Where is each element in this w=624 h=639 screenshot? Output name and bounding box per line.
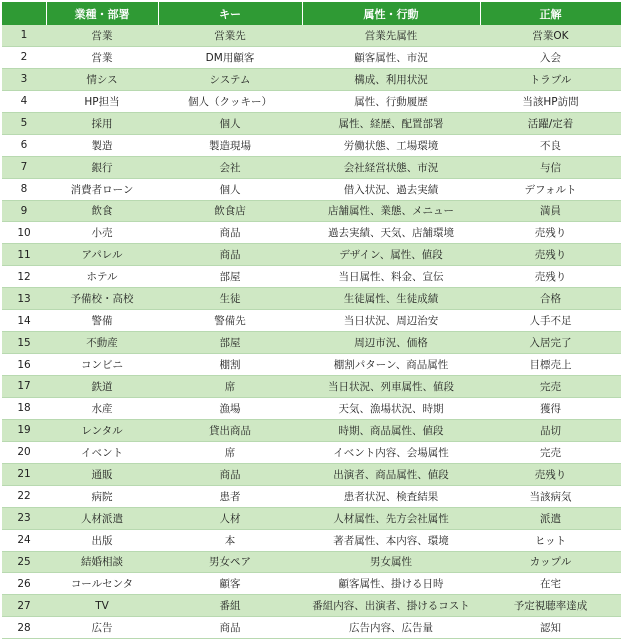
cell-attribute: 人材属性、先方会社属性 [302, 507, 480, 529]
cell-answer: デフォルト [480, 178, 621, 200]
cell-no: 20 [2, 441, 46, 463]
cell-answer: 人手不足 [480, 310, 621, 332]
cell-attribute: 顧客属性、市況 [302, 46, 480, 68]
cell-industry: 結婚相談 [46, 551, 158, 573]
cell-answer: トラブル [480, 68, 621, 90]
cell-no: 27 [2, 595, 46, 617]
header-key: キー [158, 2, 302, 25]
cell-attribute: 当日状況、周辺治安 [302, 310, 480, 332]
cell-attribute: 店舗属性、業態、メニュー [302, 200, 480, 222]
table-row [2, 266, 621, 288]
cell-industry: 小売 [46, 222, 158, 244]
table-row [2, 68, 621, 90]
cell-attribute: 男女属性 [302, 551, 480, 573]
cell-industry: HP担当 [46, 90, 158, 112]
cell-answer: ヒット [480, 529, 621, 551]
table-row [2, 397, 621, 419]
cell-no: 26 [2, 573, 46, 595]
header-row [2, 2, 621, 25]
cell-attribute: 労働状態、工場環境 [302, 134, 480, 156]
cell-answer: 活躍/定着 [480, 112, 621, 134]
cell-industry: コールセンタ [46, 573, 158, 595]
cell-no: 17 [2, 376, 46, 398]
cell-key: 男女ペア [158, 551, 302, 573]
cell-attribute: 過去実績、天気、店舗環境 [302, 222, 480, 244]
cell-answer: 不良 [480, 134, 621, 156]
cell-industry: 消費者ローン [46, 178, 158, 200]
table-row [2, 134, 621, 156]
cell-no: 8 [2, 178, 46, 200]
cell-no: 18 [2, 397, 46, 419]
header-industry: 業種・部署 [46, 2, 158, 25]
table-row [2, 529, 621, 551]
cell-answer: 営業OK [480, 25, 621, 46]
cell-attribute: 著者属性、本内容、環境 [302, 529, 480, 551]
cell-industry: 飲食 [46, 200, 158, 222]
cell-attribute: 構成、利用状況 [302, 68, 480, 90]
cell-answer: 入居完了 [480, 332, 621, 354]
cell-attribute: 属性、経歴、配置部署 [302, 112, 480, 134]
cell-key: 個人 [158, 178, 302, 200]
cell-industry: コンビニ [46, 354, 158, 376]
cell-attribute: 棚割パターン、商品属性 [302, 354, 480, 376]
cell-answer: 入会 [480, 46, 621, 68]
cell-no: 15 [2, 332, 46, 354]
cell-industry: アパレル [46, 244, 158, 266]
table-row [2, 419, 621, 441]
cell-no: 13 [2, 288, 46, 310]
cell-attribute: 属性、行動履歴 [302, 90, 480, 112]
cell-no: 11 [2, 244, 46, 266]
cell-industry: 広告 [46, 617, 158, 639]
cell-attribute: イベント内容、会場属性 [302, 441, 480, 463]
cell-attribute: 営業先属性 [302, 25, 480, 46]
cell-industry: 不動産 [46, 332, 158, 354]
cell-answer: 満員 [480, 200, 621, 222]
cell-industry: 病院 [46, 485, 158, 507]
cell-attribute: 天気、漁場状況、時期 [302, 397, 480, 419]
table-row [2, 376, 621, 398]
table-row [2, 288, 621, 310]
cell-attribute: 当日状況、列車属性、値段 [302, 376, 480, 398]
cell-industry: 情シス [46, 68, 158, 90]
cell-key: 製造現場 [158, 134, 302, 156]
cell-answer: 在宅 [480, 573, 621, 595]
cell-answer: 当該病気 [480, 485, 621, 507]
cell-no: 2 [2, 46, 46, 68]
cell-industry: 出版 [46, 529, 158, 551]
cell-no: 14 [2, 310, 46, 332]
table-row [2, 178, 621, 200]
table-row [2, 617, 621, 639]
cell-industry: 予備校・高校 [46, 288, 158, 310]
table-row [2, 90, 621, 112]
cell-no: 16 [2, 354, 46, 376]
cell-no: 12 [2, 266, 46, 288]
cell-answer: 派遣 [480, 507, 621, 529]
cell-key: DM用顧客 [158, 46, 302, 68]
table-row [2, 551, 621, 573]
cell-answer: 与信 [480, 156, 621, 178]
table-row [2, 200, 621, 222]
cell-key: 会社 [158, 156, 302, 178]
cell-answer: 品切 [480, 419, 621, 441]
cell-attribute: デザイン、属性、値段 [302, 244, 480, 266]
cell-no: 23 [2, 507, 46, 529]
cell-answer: 完売 [480, 376, 621, 398]
cell-attribute: 会社経営状態、市況 [302, 156, 480, 178]
cell-no: 4 [2, 90, 46, 112]
cell-answer: 売残り [480, 222, 621, 244]
table-row [2, 595, 621, 617]
cell-key: 部屋 [158, 266, 302, 288]
cell-no: 7 [2, 156, 46, 178]
cell-key: 席 [158, 376, 302, 398]
cell-key: 患者 [158, 485, 302, 507]
table-header [2, 2, 621, 25]
cell-no: 3 [2, 68, 46, 90]
cell-industry: 鉄道 [46, 376, 158, 398]
cell-industry: 営業 [46, 46, 158, 68]
cell-key: 個人 [158, 112, 302, 134]
cell-industry: イベント [46, 441, 158, 463]
cell-answer: 売残り [480, 463, 621, 485]
cell-answer: 予定視聴率達成 [480, 595, 621, 617]
cell-attribute: 顧客属性、掛ける日時 [302, 573, 480, 595]
cell-key: 貸出商品 [158, 419, 302, 441]
cell-industry: レンタル [46, 419, 158, 441]
table-row [2, 485, 621, 507]
cell-key: 顧客 [158, 573, 302, 595]
cell-no: 9 [2, 200, 46, 222]
cell-answer: 売残り [480, 266, 621, 288]
cell-no: 5 [2, 112, 46, 134]
cell-industry: 人材派遣 [46, 507, 158, 529]
cell-no: 24 [2, 529, 46, 551]
cell-no: 1 [2, 25, 46, 46]
cell-industry: TV [46, 595, 158, 617]
cell-attribute: 周辺市況、価格 [302, 332, 480, 354]
header-attribute: 属性・行動 [302, 2, 480, 25]
cell-answer: 当該HP訪問 [480, 90, 621, 112]
table-row [2, 573, 621, 595]
cell-answer: 目標売上 [480, 354, 621, 376]
cell-attribute: 当日属性、料金、宣伝 [302, 266, 480, 288]
cell-key: 人材 [158, 507, 302, 529]
cell-key: 席 [158, 441, 302, 463]
cell-industry: ホテル [46, 266, 158, 288]
cell-answer: カップル [480, 551, 621, 573]
cell-key: 漁場 [158, 397, 302, 419]
cell-answer: 獲得 [480, 397, 621, 419]
cell-key: 番組 [158, 595, 302, 617]
cell-industry: 営業 [46, 25, 158, 46]
table-row [2, 332, 621, 354]
cell-key: 部屋 [158, 332, 302, 354]
table-row [2, 156, 621, 178]
header-no [2, 2, 46, 25]
cell-attribute: 生徒属性、生徒成績 [302, 288, 480, 310]
table-row [2, 310, 621, 332]
cell-attribute: 時期、商品属性、値段 [302, 419, 480, 441]
cell-key: 警備先 [158, 310, 302, 332]
table-row [2, 354, 621, 376]
cell-key: 営業先 [158, 25, 302, 46]
table-row [2, 244, 621, 266]
cell-answer: 完売 [480, 441, 621, 463]
cell-key: 個人（クッキー） [158, 90, 302, 112]
cell-industry: 警備 [46, 310, 158, 332]
table-row [2, 463, 621, 485]
cell-key: 商品 [158, 463, 302, 485]
table-row [2, 46, 621, 68]
cell-no: 25 [2, 551, 46, 573]
cell-industry: 製造 [46, 134, 158, 156]
table-body [2, 25, 621, 639]
cell-key: 商品 [158, 244, 302, 266]
cell-key: 本 [158, 529, 302, 551]
cell-attribute: 広告内容、広告量 [302, 617, 480, 639]
table-row [2, 441, 621, 463]
cell-industry: 銀行 [46, 156, 158, 178]
cell-answer: 売残り [480, 244, 621, 266]
table-row [2, 25, 621, 46]
industry-table [2, 2, 622, 639]
cell-key: 生徒 [158, 288, 302, 310]
cell-no: 10 [2, 222, 46, 244]
cell-attribute: 患者状況、検査結果 [302, 485, 480, 507]
cell-industry: 採用 [46, 112, 158, 134]
cell-no: 19 [2, 419, 46, 441]
cell-industry: 通販 [46, 463, 158, 485]
cell-key: 飲食店 [158, 200, 302, 222]
table-row [2, 112, 621, 134]
cell-no: 28 [2, 617, 46, 639]
cell-industry: 水産 [46, 397, 158, 419]
cell-answer: 合格 [480, 288, 621, 310]
cell-key: 商品 [158, 222, 302, 244]
cell-no: 21 [2, 463, 46, 485]
cell-no: 6 [2, 134, 46, 156]
cell-no: 22 [2, 485, 46, 507]
header-answer: 正解 [480, 2, 621, 25]
cell-key: 商品 [158, 617, 302, 639]
table-row [2, 507, 621, 529]
cell-key: 棚割 [158, 354, 302, 376]
cell-answer: 認知 [480, 617, 621, 639]
cell-attribute: 出演者、商品属性、値段 [302, 463, 480, 485]
table-row [2, 222, 621, 244]
cell-attribute: 番組内容、出演者、掛けるコスト [302, 595, 480, 617]
cell-attribute: 借入状況、過去実績 [302, 178, 480, 200]
cell-key: システム [158, 68, 302, 90]
